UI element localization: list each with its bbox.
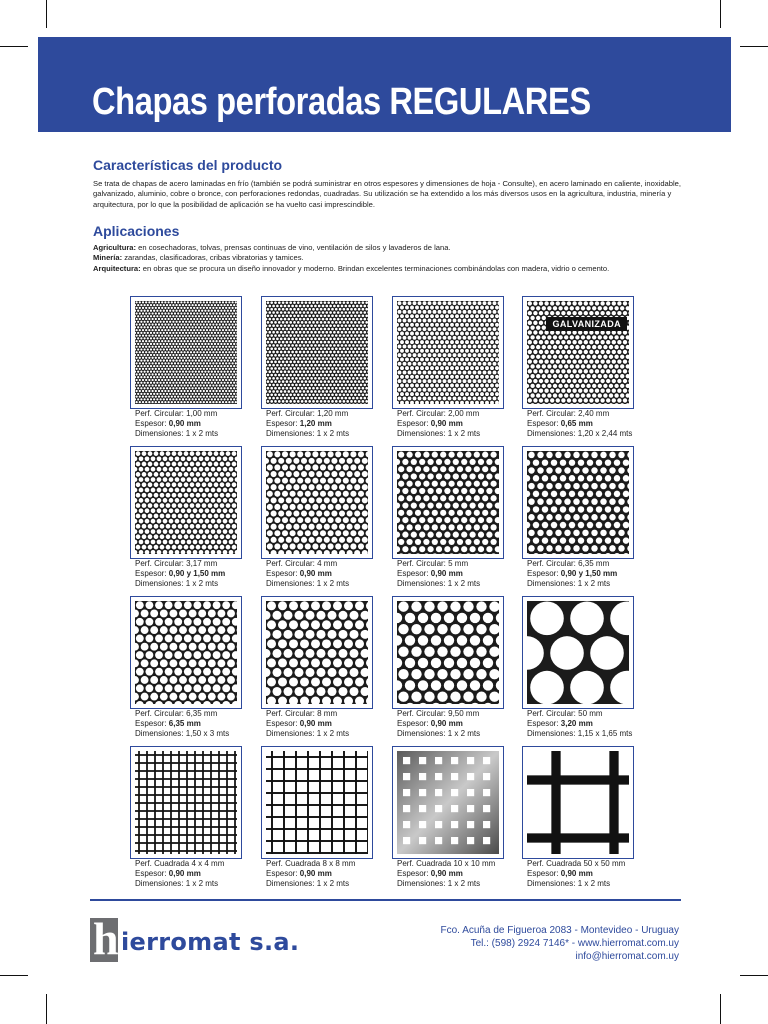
product-image [522,296,634,409]
product-image [130,446,242,559]
thickness-label: Espesor: [266,719,300,728]
dimensions [266,729,390,739]
perforation-type: Perf. Circular: 1,00 mm [135,409,218,418]
thickness-value: 0,90 mm [430,419,463,428]
thickness-label: Espesor: [527,869,561,878]
thickness [397,869,521,879]
dimensions-value: 1 x 2 mts [316,879,350,888]
crop-mark [46,0,47,28]
application-label: Agricultura: [93,243,137,252]
dimensions [266,879,390,889]
dimensions-value: 1 x 2 mts [316,579,350,588]
dimensions-value: 1 x 2 mts [447,879,481,888]
product-specs [397,859,521,889]
dimensions-label: Dimensiones: [397,879,448,888]
dimensions-value: 1,20 x 2,44 mts [577,429,633,438]
perforation-pattern [266,751,368,854]
perforation-type: Perf. Circular: 3,17 mm [135,559,218,568]
product-specs [527,859,651,889]
dimensions-label: Dimensiones: [527,429,578,438]
thickness [397,719,521,729]
dimensions-value: 1,15 x 1,65 mts [577,729,633,738]
dimensions [397,729,521,739]
dimensions-label: Dimensiones: [135,429,186,438]
product-image [392,296,504,409]
perforation-pattern [135,301,237,404]
email-link[interactable]: info@hierromat.com.uy [575,951,679,962]
galvanized-badge: GALVANIZADA [546,317,627,331]
product-image [261,296,373,409]
crop-mark [0,975,28,976]
perforation-pattern [135,751,237,854]
product-specs [527,709,651,739]
dimensions-label: Dimensiones: [266,729,317,738]
thickness [135,869,259,879]
dimensions-value: 1 x 2 mts [447,579,481,588]
product-image [522,596,634,709]
thickness [266,719,390,729]
application-item [93,253,689,263]
thickness-value: 0,90 mm [168,419,201,428]
dimensions-label: Dimensiones: [135,579,186,588]
thickness [266,869,390,879]
application-label: Arquitectura: [93,263,141,273]
perforation-pattern [397,601,499,704]
thickness [266,569,390,579]
dimensions [135,579,259,589]
dimensions [266,579,390,589]
dimensions [135,729,259,739]
perforation-pattern [266,601,368,704]
dimensions-value: 1 x 2 mts [185,879,219,888]
thickness [527,569,651,579]
thickness-label: Espesor: [266,869,300,878]
thickness [527,419,651,429]
product-specs [135,559,259,589]
application-text: en cosechadoras, tolvas, prensas continuas de vino, ventilación de silos y lavaderos de lana. [136,243,451,252]
perforation-pattern [135,601,237,704]
thickness-label: Espesor: [397,569,431,578]
crop-mark [740,46,768,47]
thickness-value: 6,35 mm [168,719,201,728]
perforation-type: Perf. Cuadrada 8 x 8 mm [266,859,356,868]
characteristics-text: Se trata de chapas de acero laminadas en frío (también se podrá suministrar en otros espesores y dimensiones de hoja - Consulte), en acero laminado en caliente, inoxidable, galvanizado, aluminio, cobre o bronce, con perforaciones redondas, cuadradas. Su utilización se ha extendido a los más diversos usos en la agricultura, industria, minería y arquitectura, por lo que la posibilidad de aplicación se ha vuelto casi imprescindible. [93,179,682,209]
product-image [261,446,373,559]
application-text: en obras que se procura un diseño innovador y moderno. Brindan excelentes terminaciones combinándolas con madera, vidrio o cemento. [140,263,610,273]
thickness-value: 0,65 mm [560,419,593,428]
crop-mark [720,994,721,1024]
dimensions [135,429,259,439]
thickness-value: 3,20 mm [560,719,593,728]
perforation-type: Perf. Circular: 2,40 mm [527,409,610,418]
perforation-type: Perf. Cuadrada 50 x 50 mm [527,859,626,868]
crop-mark [740,975,768,976]
dimensions [527,879,651,889]
thickness-value: 0,90 mm [430,869,463,878]
dimensions-value: 1,50 x 3 mts [185,729,230,738]
product-image [392,746,504,859]
dimensions-value: 1 x 2 mts [577,879,611,888]
product-image [392,596,504,709]
product-specs [266,559,390,589]
thickness-label: Espesor: [135,719,169,728]
dimensions [527,579,651,589]
thickness-label: Espesor: [397,869,431,878]
thickness-value: 0,90 mm [430,569,463,578]
thickness [135,569,259,579]
phone-text: Tel.: (598) 2924 7146* - www.hierromat.com.uy [470,938,679,949]
thickness-label: Espesor: [527,719,561,728]
product-specs [266,859,390,889]
thickness-value: 0,90 y 1,50 mm [168,569,226,578]
application-item [93,243,689,253]
perforation-pattern [527,751,629,854]
product-specs [397,409,521,439]
address-text: Fco. Acuña de Figueroa 2083 - Montevideo - Uruguay [440,925,679,936]
product-specs [266,409,390,439]
perforation-pattern [266,301,368,404]
dimensions [397,429,521,439]
thickness-value: 0,90 mm [299,569,332,578]
product-image [392,446,504,559]
perforation-pattern [397,301,499,404]
dimensions-label: Dimensiones: [527,879,578,888]
header-banner [38,37,731,132]
product-specs [135,709,259,739]
perforation-type: Perf. Circular: 50 mm [527,709,603,718]
dimensions-value: 1 x 2 mts [447,729,481,738]
dimensions-value: 1 x 2 mts [316,429,350,438]
thickness-label: Espesor: [527,569,561,578]
product-specs [135,859,259,889]
dimensions-label: Dimensiones: [527,579,578,588]
applications-list [93,243,689,274]
product-specs [266,709,390,739]
dimensions-label: Dimensiones: [135,729,186,738]
perforation-type: Perf. Circular: 2,00 mm [397,409,480,418]
perforation-type: Perf. Circular: 8 mm [266,709,338,718]
dimensions-label: Dimensiones: [266,429,317,438]
perforation-type: Perf. Circular: 9,50 mm [397,709,480,718]
perforation-type: Perf. Circular: 6,35 mm [135,709,218,718]
perforation-type: Perf. Cuadrada 10 x 10 mm [397,859,496,868]
thickness-value: 0,90 mm [430,719,463,728]
crop-mark [46,994,47,1024]
perforation-pattern [527,451,629,554]
perforation-type: Perf. Circular: 4 mm [266,559,338,568]
perforation-pattern [397,451,499,554]
dimensions-label: Dimensiones: [397,579,448,588]
application-label: Minería: [93,253,123,263]
thickness-label: Espesor: [397,719,431,728]
thickness-value: 0,90 y 1,50 mm [560,569,618,578]
logo-mark: h [90,918,118,962]
perforation-pattern [527,601,629,704]
thickness-label: Espesor: [397,419,431,428]
dimensions [527,729,651,739]
thickness [397,569,521,579]
perforation-type: Perf. Circular: 1,20 mm [266,409,349,418]
dimensions [527,429,651,439]
perforation-pattern [266,451,368,554]
perforation-type: Perf. Circular: 5 mm [397,559,469,568]
footer-divider [90,899,681,901]
product-image [130,296,242,409]
product-specs [135,409,259,439]
thickness-label: Espesor: [135,569,169,578]
product-specs [527,409,651,439]
thickness [527,869,651,879]
dimensions-value: 1 x 2 mts [316,729,350,738]
product-image [130,746,242,859]
logo-text: ierromat s.a. [121,928,300,956]
dimensions [135,879,259,889]
product-specs [397,709,521,739]
product-image [522,746,634,859]
dimensions-value: 1 x 2 mts [185,429,219,438]
thickness-value: 0,90 mm [299,869,332,878]
dimensions-label: Dimensiones: [135,879,186,888]
thickness-value: 1,20 mm [299,419,332,428]
thickness-label: Espesor: [266,419,300,428]
perforation-type: Perf. Cuadrada 4 x 4 mm [135,859,225,868]
crop-mark [0,46,28,47]
characteristics-title: Características del producto [93,157,283,173]
dimensions-value: 1 x 2 mts [577,579,611,588]
product-specs [397,559,521,589]
dimensions-label: Dimensiones: [397,429,448,438]
dimensions-label: Dimensiones: [266,579,317,588]
dimensions [266,429,390,439]
thickness [135,719,259,729]
perforation-pattern [397,751,499,854]
application-text: zarandas, clasificadoras, cribas vibratorias y tamices. [122,253,304,263]
applications-title: Aplicaciones [93,223,180,239]
dimensions-label: Dimensiones: [397,729,448,738]
thickness-label: Espesor: [135,869,169,878]
product-image [261,596,373,709]
thickness-value: 0,90 mm [299,719,332,728]
product-image [130,596,242,709]
page-title: Chapas perforadas REGULARES [92,81,591,123]
application-item [93,264,689,274]
dimensions [397,879,521,889]
dimensions-label: Dimensiones: [266,879,317,888]
perforation-type: Perf. Circular: 6,35 mm [527,559,610,568]
dimensions-value: 1 x 2 mts [447,429,481,438]
thickness-label: Espesor: [266,569,300,578]
thickness-value: 0,90 mm [560,869,593,878]
product-specs [527,559,651,589]
thickness [266,419,390,429]
crop-mark [720,0,721,28]
dimensions-value: 1 x 2 mts [185,579,219,588]
thickness-label: Espesor: [527,419,561,428]
thickness [527,719,651,729]
product-image [261,746,373,859]
contact-info [441,924,679,963]
thickness [397,419,521,429]
perforation-pattern [135,451,237,554]
thickness [135,419,259,429]
dimensions-label: Dimensiones: [527,729,578,738]
dimensions [397,579,521,589]
thickness-label: Espesor: [135,419,169,428]
product-image [522,446,634,559]
thickness-value: 0,90 mm [168,869,201,878]
